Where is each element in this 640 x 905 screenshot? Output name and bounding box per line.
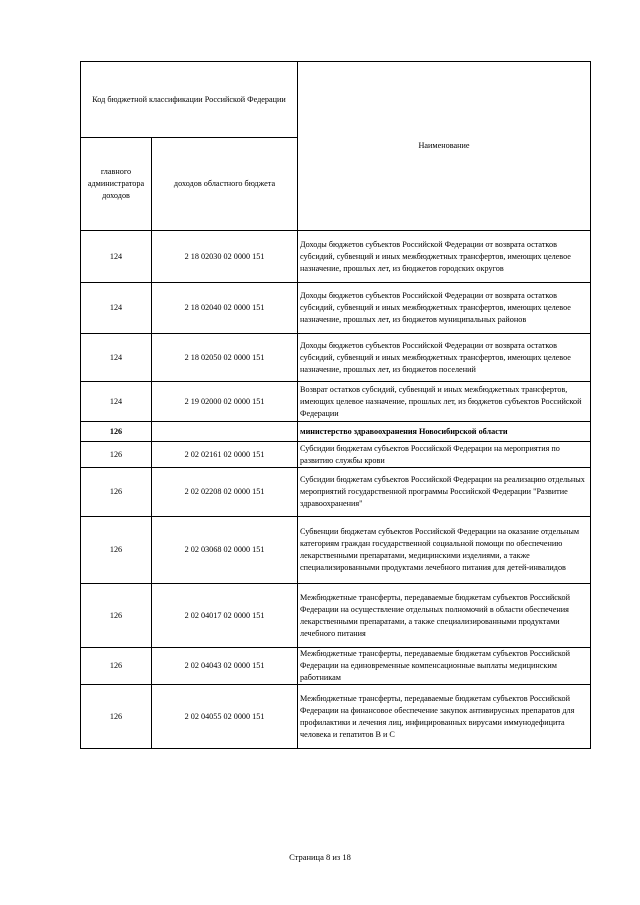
table-row [81,517,591,584]
income-code-cell: 2 02 04055 02 0000 151 [152,685,298,749]
name-cell: министерство здравоохранения Новосибирской области [298,422,591,442]
admin-code-cell: 126 [81,422,152,442]
table-row [81,231,591,283]
income-code-cell: 2 02 02208 02 0000 151 [152,468,298,517]
admin-code-cell: 124 [81,283,152,334]
income-code-cell: 2 19 02000 02 0000 151 [152,382,298,422]
income-column-header: доходов областного бюджета [152,138,298,231]
name-cell: Доходы бюджетов субъектов Российской Федерации от возврата остатков субсидий, субвенций и иных межбюджетных трансфертов, имеющих целевое назначение, прошлых лет, из бюджетов муниципальных районов [298,283,591,334]
table-header-row [81,62,591,138]
income-code-cell: 2 02 03068 02 0000 151 [152,517,298,584]
income-code-cell: 2 18 02030 02 0000 151 [152,231,298,283]
table-row [81,685,591,749]
income-code-cell: 2 18 02050 02 0000 151 [152,334,298,382]
table-row [81,334,591,382]
name-cell: Доходы бюджетов субъектов Российской Федерации от возврата остатков субсидий, субвенций и иных межбюджетных трансфертов, имеющих целевое назначение, прошлых лет, из бюджетов городских округов [298,231,591,283]
income-code-cell: 2 02 02161 02 0000 151 [152,442,298,468]
admin-code-cell: 126 [81,685,152,749]
admin-column-header: главного администратора доходов [81,138,152,231]
income-code-cell: 2 02 04017 02 0000 151 [152,584,298,648]
admin-code-cell: 124 [81,231,152,283]
name-cell: Межбюджетные трансферты, передаваемые бюджетам субъектов Российской Федерации на осуществление отдельных полномочий в области обеспечения лекарственными препаратами, а также специализированными продуктами лечебного питания [298,584,591,648]
table-row [81,382,591,422]
table-row [81,468,591,517]
name-cell: Межбюджетные трансферты, передаваемые бюджетам субъектов Российской Федерации на единовременные компенсационные выплаты медицинским работникам [298,648,591,685]
income-code-cell: 2 18 02040 02 0000 151 [152,283,298,334]
name-cell: Субсидии бюджетам субъектов Российской Федерации на реализацию отдельных мероприятий государственной программы Российской Федерации "Развитие здравоохранения" [298,468,591,517]
page-number: Страница 8 из 18 [289,852,351,862]
name-column-header: Наименование [298,62,591,231]
name-cell: Доходы бюджетов субъектов Российской Федерации от возврата остатков субсидий, субвенций и иных межбюджетных трансфертов, имеющих целевое назначение, прошлых лет, из бюджетов поселений [298,334,591,382]
income-code-cell: 2 02 04043 02 0000 151 [152,648,298,685]
admin-code-cell: 126 [81,468,152,517]
budget-classification-table [80,61,591,749]
admin-code-cell: 126 [81,517,152,584]
name-cell: Субвенции бюджетам субъектов Российской Федерации на оказание отдельным категориям граждан государственной социальной помощи по обеспечению лекарственными препаратами, медицинскими изделиями, а также специализированными продуктами лечебного питания для детей-инвалидов [298,517,591,584]
name-cell: Возврат остатков субсидий, субвенций и иных межбюджетных трансфертов, имеющих целевое назначение, прошлых лет, из бюджетов субъектов Российской Федерации [298,382,591,422]
table-row [81,442,591,468]
admin-code-cell: 126 [81,442,152,468]
admin-code-cell: 124 [81,382,152,422]
table-row [81,422,591,442]
income-code-cell [152,422,298,442]
admin-code-cell: 126 [81,584,152,648]
table-row [81,584,591,648]
name-cell: Субсидии бюджетам субъектов Российской Федерации на мероприятия по развитию службы крови [298,442,591,468]
table-row [81,648,591,685]
admin-code-cell: 124 [81,334,152,382]
admin-code-cell: 126 [81,648,152,685]
table-row [81,283,591,334]
code-group-header: Код бюджетной классификации Российской Федерации [81,62,298,138]
name-cell: Межбюджетные трансферты, передаваемые бюджетам субъектов Российской Федерации на финансовое обеспечение закупок антивирусных препаратов для профилактики и лечения лиц, инфицированных вирусами иммунодефицита человека и гепатитов В и С [298,685,591,749]
